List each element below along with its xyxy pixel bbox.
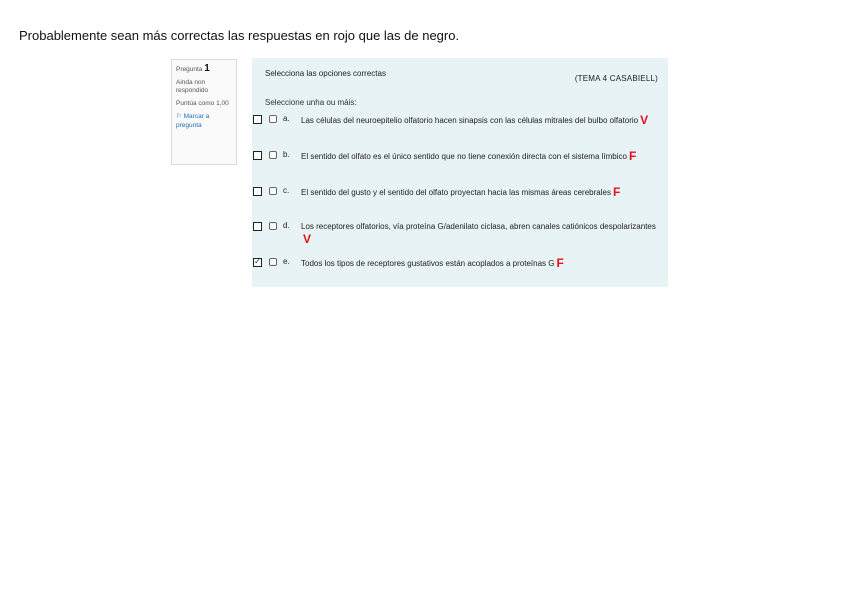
question-number: Pregunta 1 <box>176 63 210 74</box>
question-status: Ainda non respondido <box>176 78 209 94</box>
question-text: Selecciona las opciones correctas <box>265 69 386 78</box>
topic-tag: (TEMA 4 CASABIELL) <box>574 74 658 83</box>
answer-prompt: Seleccione unha ou máis: <box>265 98 357 107</box>
handwritten-mark: V <box>640 113 649 127</box>
handwritten-mark: F <box>628 149 637 163</box>
flag-question-link[interactable]: ⚐ Marcar a pregunta <box>176 113 210 129</box>
answer-checkbox[interactable] <box>253 258 262 267</box>
option-select-box[interactable] <box>269 151 277 159</box>
option-select-box[interactable] <box>269 115 277 123</box>
answer-option <box>252 220 668 250</box>
checkmark-icon: ✓ <box>254 257 261 266</box>
question-info-panel <box>171 59 237 165</box>
answer-checkbox[interactable] <box>253 115 262 124</box>
option-select-box[interactable] <box>269 222 277 230</box>
question-score: Puntúa como 1,00 <box>176 99 229 107</box>
option-select-box[interactable] <box>269 187 277 195</box>
answer-checkbox[interactable] <box>253 222 262 231</box>
option-text[interactable]: El sentido del olfato es el único sentido que no tiene conexión directa con el sistema límbico F <box>301 149 637 163</box>
answer-option <box>252 256 668 286</box>
option-letter: c. <box>283 186 290 195</box>
option-letter: d. <box>283 221 290 230</box>
annotation-note: Probablemente sean más correctas las respuestas en rojo que las de negro. <box>19 28 460 43</box>
handwritten-mark: V <box>303 232 312 246</box>
option-text[interactable]: Las células del neuroepitelio olfatorio hacen sinapsis con las células mitrales del bulbo olfatorio V <box>301 113 649 127</box>
option-text[interactable]: Todos los tipos de receptores gustativos están acoplados a proteínas G F <box>301 256 564 270</box>
option-select-box[interactable] <box>269 258 277 266</box>
handwritten-mark: F <box>612 185 621 199</box>
option-text[interactable]: Los receptores olfatorios, vía proteína G/adenilato ciclasa, abren canales catiónicos despolarizantesV <box>301 222 656 246</box>
answer-option <box>252 185 668 215</box>
question-content <box>252 58 668 287</box>
answer-option <box>252 113 668 143</box>
handwritten-mark: F <box>556 256 564 270</box>
flag-icon: ⚐ <box>176 113 182 120</box>
option-text[interactable]: El sentido del gusto y el sentido del olfato proyectan hacia las mismas áreas cerebrales F <box>301 185 621 199</box>
answer-option <box>252 149 668 179</box>
answer-checkbox[interactable] <box>253 151 262 160</box>
option-letter: a. <box>283 114 290 123</box>
answer-checkbox[interactable] <box>253 187 262 196</box>
option-letter: e. <box>283 257 290 266</box>
option-letter: b. <box>283 150 290 159</box>
